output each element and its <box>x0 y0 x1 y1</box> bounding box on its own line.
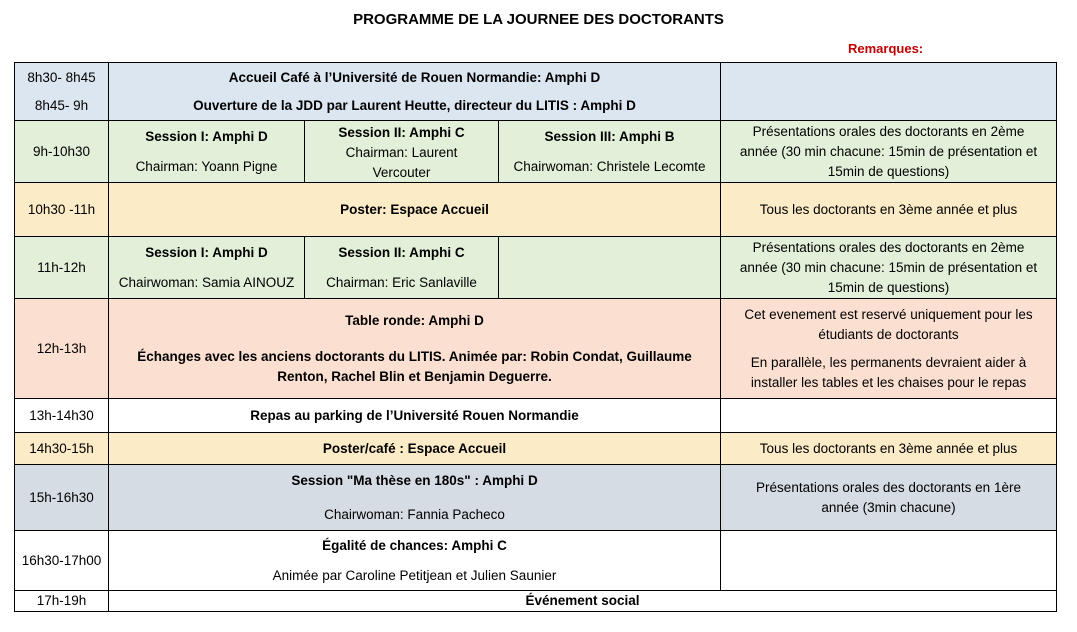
remark-text: 15min de questions) <box>827 163 950 179</box>
session-cell <box>499 121 721 183</box>
event-text: Animée par Caroline Petitjean et Julien Saunier <box>272 567 557 583</box>
remark-cell <box>721 121 1057 183</box>
event-text: Chairwoman: Fannia Pacheco <box>324 506 505 522</box>
remark-text: installer les tables et les chaises pour le repas <box>750 374 1027 390</box>
event-cell <box>109 63 721 121</box>
remark-cell <box>721 465 1057 531</box>
time-cell: 14h30-15h <box>15 433 109 465</box>
session-title: Session I: Amphi D <box>145 128 268 144</box>
time-text: 8h30- 8h45 <box>27 69 96 85</box>
event-cell <box>109 465 721 531</box>
row-sessions-late-morning <box>15 237 1057 299</box>
remark-text: année (30 min chacune: 15min de présentation et <box>739 259 1038 275</box>
remark-text: étudiants de doctorants <box>818 326 959 342</box>
row-round-table <box>15 299 1057 399</box>
time-text: 8h45- 9h <box>34 97 89 113</box>
remark-cell <box>721 63 1057 121</box>
remark-cell <box>721 399 1057 433</box>
remark-text: Présentations orales des doctorants en 1ère <box>756 479 1021 495</box>
session-title: Session II: Amphi C <box>338 125 465 140</box>
session-chair: Chairman: Laurent <box>345 145 458 160</box>
event-text: Échanges avec les anciens doctorants du LITIS. Animée par: Robin Condat, Guillaume <box>137 348 692 364</box>
row-equal-opportunity <box>15 531 1057 591</box>
remark-text: Présentations orales des doctorants en 2ème <box>752 239 1025 255</box>
remark-text: En parallèle, les permanents devraient aider à <box>750 354 1027 370</box>
row-social-event <box>15 591 1057 612</box>
remark-text: année (3min chacune) <box>821 499 956 515</box>
time-cell: 9h-10h30 <box>15 121 109 183</box>
session-title: Session II: Amphi C <box>338 244 465 260</box>
session-cell <box>109 121 305 183</box>
remark-text: 15min de questions) <box>827 279 950 295</box>
row-welcome <box>15 63 1057 121</box>
session-chair: Chairwoman: Christele Lecomte <box>513 158 706 174</box>
event-title: Égalité de chances: Amphi C <box>322 537 507 553</box>
session-title: Session III: Amphi B <box>544 128 675 144</box>
time-cell: 12h-13h <box>15 299 109 399</box>
session-title: Session I: Amphi D <box>145 244 268 260</box>
remarks-label: Remarques: <box>848 41 924 56</box>
session-cell <box>109 237 305 299</box>
remark-cell <box>721 237 1057 299</box>
session-chair: Chairman: Eric Sanlaville <box>326 274 477 290</box>
remark-text: Cet evenement est reservé uniquement pour les <box>744 306 1033 322</box>
event-cell: Repas au parking de l’Université Rouen Normandie <box>109 399 721 433</box>
time-cell: 10h30 -11h <box>15 183 109 237</box>
session-chair: Vercouter <box>372 165 431 177</box>
remark-text: année (30 min chacune: 15min de présentation et <box>739 143 1038 159</box>
row-thesis-180s <box>15 465 1057 531</box>
time-cell: 17h-19h <box>15 591 109 612</box>
programme-table <box>14 62 1057 612</box>
row-poster-1 <box>15 183 1057 237</box>
row-lunch <box>15 399 1057 433</box>
remark-cell <box>721 299 1057 399</box>
event-cell: Événement social <box>109 591 1057 612</box>
time-cell <box>15 63 109 121</box>
session-chair: Chairman: Yoann Pigne <box>135 158 278 174</box>
row-poster-2 <box>15 433 1057 465</box>
time-cell: 16h30-17h00 <box>15 531 109 591</box>
remark-cell: Tous les doctorants en 3ème année et plus <box>721 183 1057 237</box>
event-text: Renton, Rachel Blin et Benjamin Deguerre. <box>277 368 552 384</box>
event-cell <box>109 299 721 399</box>
event-cell: Poster/café : Espace Accueil <box>109 433 721 465</box>
event-title: Session "Ma thèse en 180s" : Amphi D <box>291 472 538 488</box>
page-title: PROGRAMME DE LA JOURNEE DES DOCTORANTS <box>353 11 724 28</box>
event-cell: Poster: Espace Accueil <box>109 183 721 237</box>
session-cell <box>305 237 499 299</box>
time-cell: 15h-16h30 <box>15 465 109 531</box>
row-sessions-morning <box>15 121 1057 183</box>
remark-text: Présentations orales des doctorants en 2ème <box>752 123 1025 139</box>
event-text: Accueil Café à l’Université de Rouen Normandie: Amphi D <box>228 69 601 85</box>
time-cell: 13h-14h30 <box>15 399 109 433</box>
time-cell: 11h-12h <box>15 237 109 299</box>
event-cell <box>109 531 721 591</box>
session-cell-empty <box>499 237 721 299</box>
event-text: Ouverture de la JDD par Laurent Heutte, directeur du LITIS : Amphi D <box>193 97 636 113</box>
remark-cell <box>721 531 1057 591</box>
session-cell <box>305 121 499 183</box>
session-chair: Chairwoman: Samia AINOUZ <box>118 274 295 290</box>
remark-cell: Tous les doctorants en 3ème année et plus <box>721 433 1057 465</box>
event-title: Table ronde: Amphi D <box>345 312 484 328</box>
